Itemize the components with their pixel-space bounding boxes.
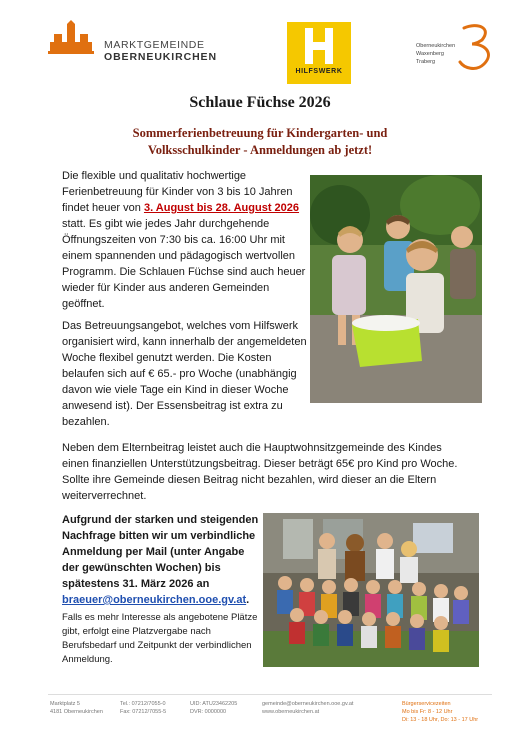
date-range-highlight: 3. August bis 28. August 2026: [143, 202, 300, 214]
footer-phone: Tel.: 07212/7055-0 Fax: 07212/7055-5: [120, 701, 167, 715]
offer-paragraph: Das Betreuungsangebot, welches vom Hilfswerk organisiert wird, kann innerhalb der angemeldeten Woche flexibel genutzt werden. Die Kosten belaufen sich auf € 65.- pro Woche (unabhängig davon wie viele Tage ein Kind in dieser Woche anwesend ist). Der Essensbeitrag ist extra zu bezahlen.: [62, 320, 307, 428]
parish-line-1: Oberneukirchen: [416, 43, 456, 49]
intro-text-a: Die flexible und qualitativ hochwertige Ferienbetreuung für Kinder von 3 bis 10 Jahren findet heuer von: [62, 170, 293, 214]
parish-line-2: Waxenberg: [416, 51, 444, 57]
subtitle-line-2: Volksschulkinder - Anmeldungen ab jetzt!: [147, 143, 373, 157]
footer-contact: gemeinde@oberneukirchen.ooe.gv.at www.oberneukirchen.at: [262, 701, 354, 715]
logo-marktgemeinde: [48, 20, 218, 70]
subtitle-line-1: Sommerferienbetreuung für Kindergarten- und: [132, 126, 388, 140]
photo-group-children: [263, 513, 479, 667]
church-crest-icon: [48, 20, 94, 54]
intro-paragraph: [62, 168, 310, 312]
page-title: Schlaue Füchse 2026: [189, 94, 331, 111]
page-subtitle: [60, 125, 460, 159]
logo-line-2: OBERNEUKIRCHEN: [104, 51, 217, 63]
parish-line-3: Traberg: [416, 59, 436, 65]
registration-text: Aufgrund der starken und steigenden Nachfrage bitten wir um verbindliche Anmeldung per Mail (unter Angabe der gewünschten Wochen) bis spätestens 31. März 2026 an: [62, 514, 259, 590]
email-link[interactable]: braeuer@oberneukirchen.ooe.gv.at: [62, 594, 247, 606]
number-three-swirl-icon: [456, 22, 496, 72]
footer-address: Marktplatz 5 4181 Oberneukirchen: [50, 701, 103, 715]
hilfswerk-h-icon: [303, 28, 335, 64]
logo-line-1: MARKTGEMEINDE: [104, 39, 205, 51]
registration-paragraph: [62, 512, 262, 608]
intro-text-b: statt. Es gibt wie jedes Jahr durchgehende Öffnungszeiten von 7:30 bis ca. 16:00 Uhr mit einem spannenden und pädagogisch wertvollen Programm. Die Schlauen Füchse sind auch heuer wieder für Kinder aus anderen Gemeinden geöffnet.: [62, 218, 306, 310]
registration-end: .: [246, 594, 250, 606]
footer: [0, 694, 520, 724]
logo-parish: [414, 22, 494, 78]
hilfswerk-label: HILFSWERK: [295, 68, 343, 75]
funding-paragraph: Neben dem Elternbeitrag leistet auch die Hauptwohnsitzgemeinde des Kindes einen finanziellen Unterstützungsbeitrag. Dieser beträgt 65€ pro Kind pro Woche. Sollte ihre Gemeinde diesen Beitrag nicht bezahlen, wird dieser an die Eltern weiterverrechnet.: [62, 442, 458, 502]
footer-uid: UID: ATU23462205 DVR: 0000000: [190, 701, 238, 715]
allocation-paragraph: Falls es mehr Interesse als angebotene Plätze gibt, erfolgt eine Platzvergabe nach Berufsbedarf und Zeitpunkt der verbindlichen Anmeldung.: [62, 612, 258, 665]
logo-hilfswerk: [287, 22, 351, 84]
photo-children-playing: [310, 175, 482, 403]
footer-hours: Bürgerservicezeiten Mo bis Fr: 8 - 12 Uhr Di: 13 - 18 Uhr, Do: 13 - 17 Uhr: [402, 701, 479, 723]
